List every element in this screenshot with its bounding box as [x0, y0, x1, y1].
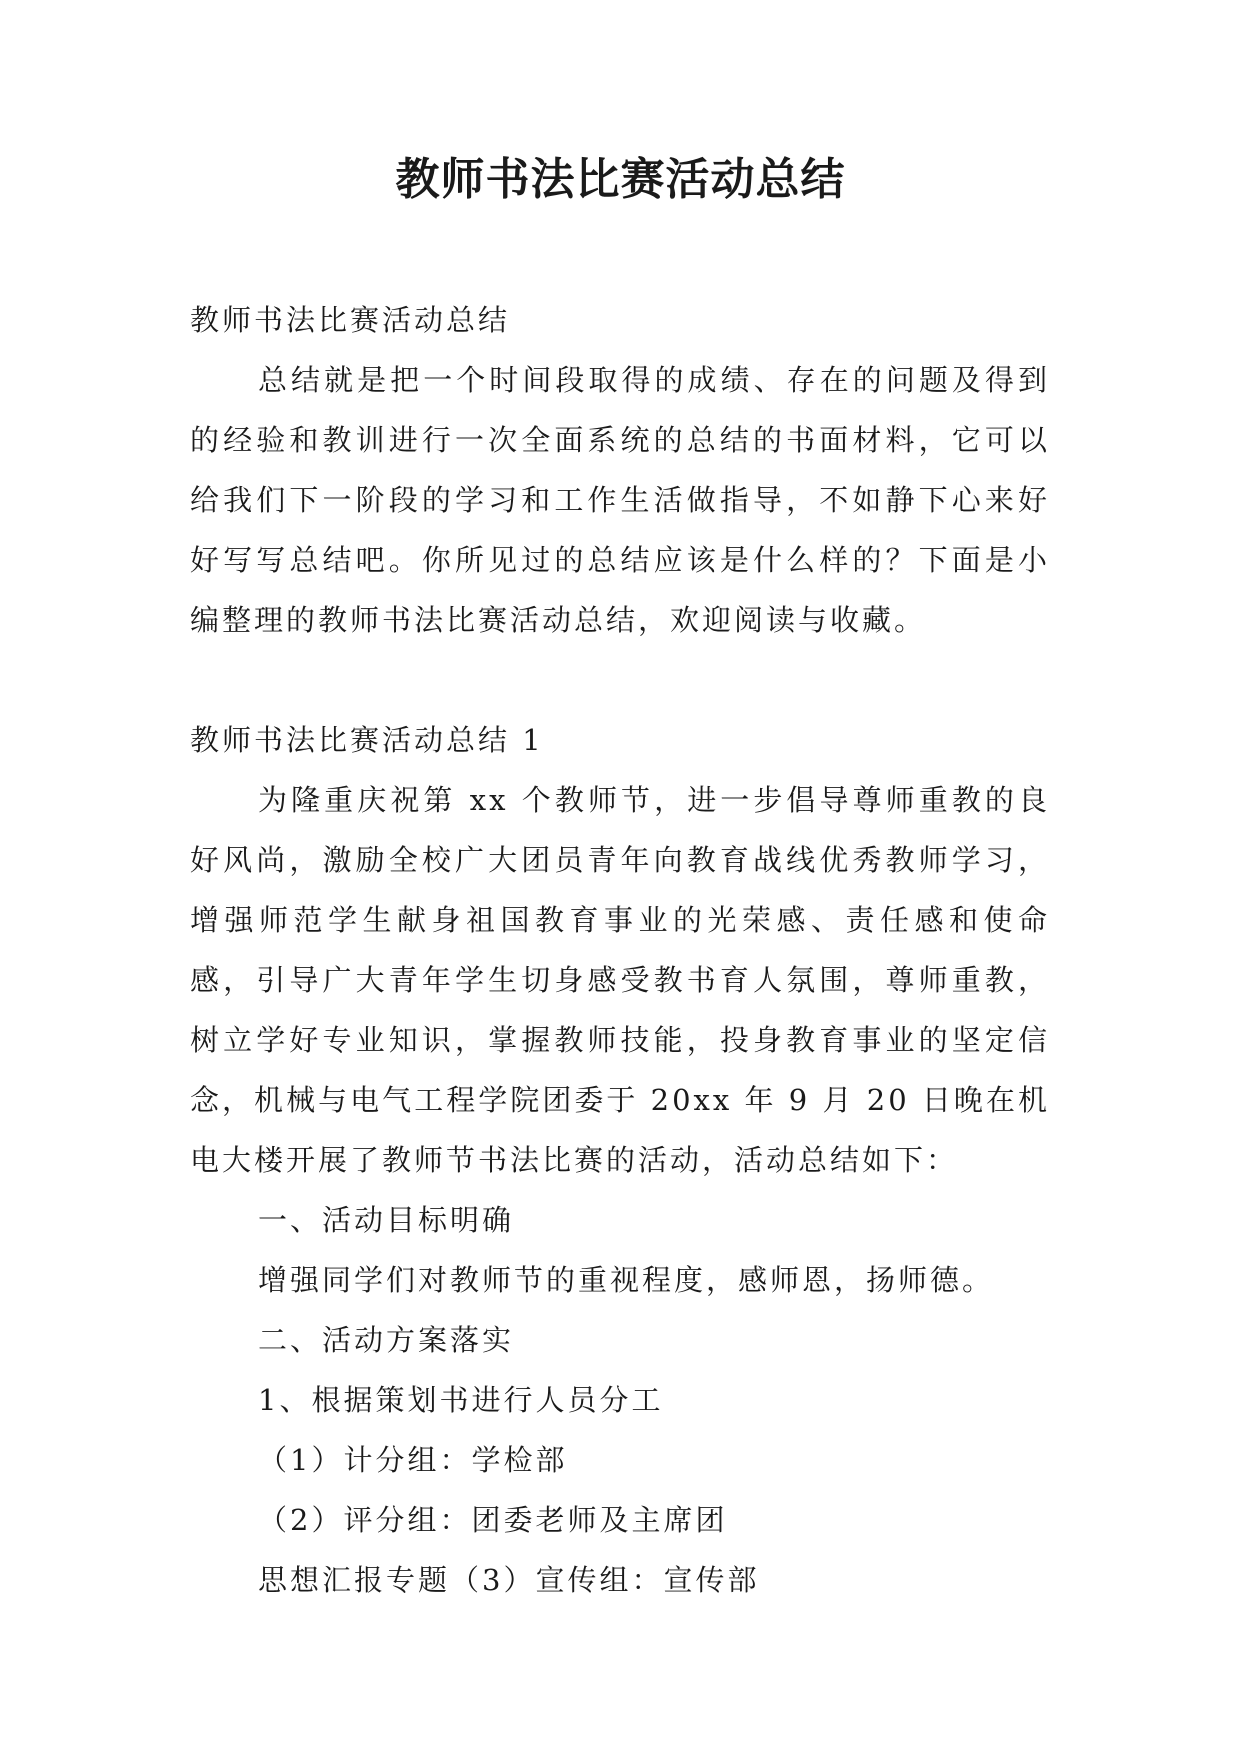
list-subitem: （2）评分组：团委老师及主席团 [258, 1503, 728, 1537]
document-title: 教师书法比赛活动总结 [395, 154, 846, 205]
intro-paragraph: 总结就是把一个时间段取得的成绩、存在的问题及得到的经验和教训进行一次全面系统的总结的书面材料，它可以给我们下一阶段的学习和工作生活做指导，不如静下心来好好写写总结吧。你所见过的总结应该是什么样的？下面是小编整理的教师书法比赛活动总结，欢迎阅读与收藏。 [190, 363, 1050, 637]
list-item: 1、根据策划书进行人员分工 [258, 1383, 664, 1417]
list-subitem: （1）计分组：学检部 [258, 1443, 568, 1477]
subtitle-line: 教师书法比赛活动总结 [190, 303, 511, 337]
section-heading: 教师书法比赛活动总结 1 [190, 723, 544, 757]
section-paragraph: 为隆重庆祝第 xx 个教师节，进一步倡导尊师重教的良好风尚，激励全校广大团员青年向教育战线优秀教师学习，增强师范学生献身祖国教育事业的光荣感、责任感和使命感，引导广大青年学生切身感受教书育人氛围，尊师重教，树立学好专业知识，掌握教师技能，投身教育事业的坚定信念，机械与电气工程学院团委于 20xx 年 9 月 20 日晚在机电大楼开展了教师节书法比赛的活动，活动总结如下： [190, 783, 1050, 1177]
document-body [190, 290, 1050, 1610]
list-subitem: 思想汇报专题（3）宣传组：宣传部 [258, 1563, 760, 1597]
heading-goals: 一、活动目标明确 [258, 1203, 515, 1237]
goal-text: 增强同学们对教师节的重视程度，感师恩，扬师德。 [258, 1263, 995, 1297]
heading-plan: 二、活动方案落实 [258, 1323, 515, 1357]
paragraph-gap [190, 650, 1050, 710]
